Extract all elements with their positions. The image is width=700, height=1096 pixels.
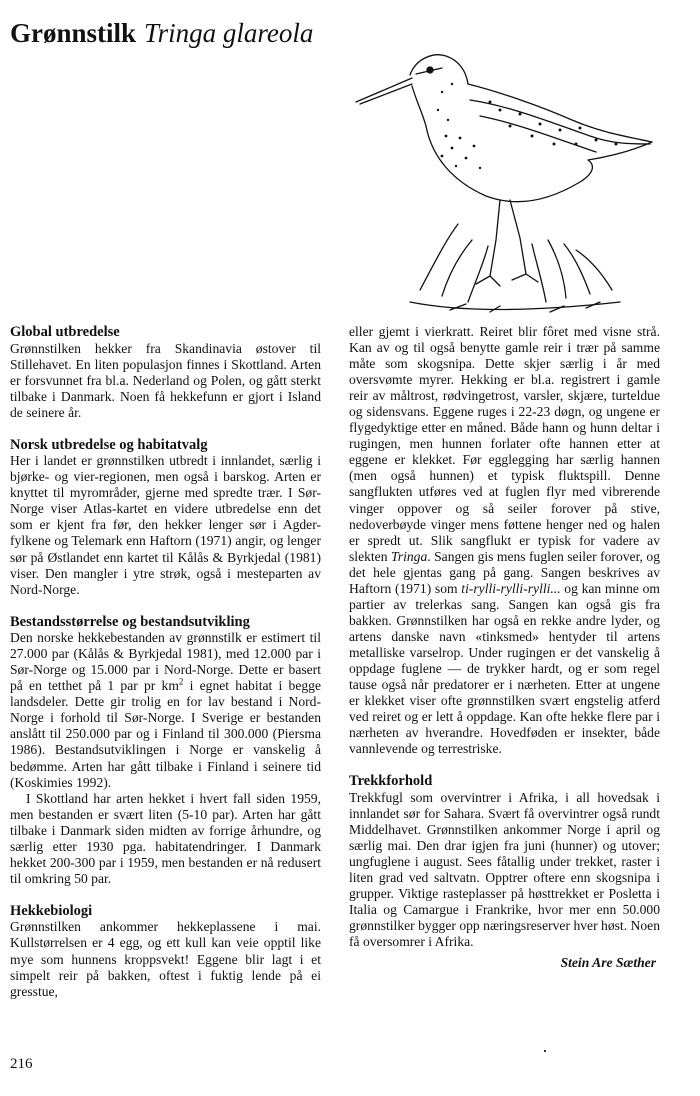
- species-title: [10, 16, 313, 50]
- left-column: [10, 324, 321, 1016]
- section-norsk: [10, 437, 321, 598]
- text-hekke-right-a: eller gjemt i vierkratt. Reiret blir fôret med visne strå. Kan av og til også benytte gamle reir i trær på samme måte som skogsnipa. Dette skjer særlig i år med oversvømte myrer. Hekking er bl.a. registrert i gamle reir av måltrost, rødvingetrost, varsler, skjære, turteldue og sidensvans. Eggene ruges i 22-23 døgn, og ungene er flygedyktige etter en måned. Både hann og hunn deltar i rugingen, men hunnen forlater ofte hannen etter at eggene er klekket. Før egglegging har særlig hannen (men også hunnen) et typisk fluktspill. Denne sangflukten utføres ved at fuglen flyr med vibrerende vinger oppover og så seiler forover på stive, nedoverbøyde vinger mens føttene henger ned og halen er spredt ut. Slik sangflukt er typisk for vadere av slekten: [349, 324, 660, 564]
- superscript: 2: [178, 676, 184, 687]
- text-bestand-1b: i egnet habitat i begge landsdeler. Dette gir trolig en for lav bestand i Nord-Norge i forhold til Sør-Norge. I Sverige er bestanden anslått til 250.000 par og i Finland til 300.000 (Piersma 1986). Bestandsutviklingen i Norge er vanskelig å bedømme. Arten har gått tilbake i Finland i seinere tid (Koskimies 1992).: [10, 678, 321, 790]
- heading-global: Global utbredelse: [10, 324, 120, 340]
- section-global: [10, 324, 321, 421]
- song-description: ti-rylli-rylli-rylli...: [461, 580, 561, 596]
- text-norsk: Her i landet er grønnstilken utbredt i innlandet, særlig i bjørke- og vier-regionen, men også i barskog. Arten er knyttet til myrområder, gjerne med spredte trær. I Sør-Norge viser Atlas-kartet en videre utbredelse enn det som er kjent fra før, den hekker lenger sør i Agder-fylkene og Telemark enn Haftorn (1971) angir, og lenger sør på Østlandet enn kartet til Kålås & Byrkjedal (1981) viser. Den mangler i ytre strøk, også i mesteparten av Nord-Norge.: [10, 453, 321, 597]
- text-global: Grønnstilken hekker fra Skandinavia østover til Stillehavet. En liten populasjon finnes i Skottland. Arten er forsvunnet fra bl.a. Nederland og Polen, og gått sterkt tilbake i Danmark. Noen få hekkefunn er gjort i Island de seinere år.: [10, 340, 321, 420]
- latin-name: Tringa glareola: [144, 18, 314, 48]
- right-column: [349, 324, 660, 966]
- genus-name: Tringa: [390, 548, 428, 564]
- section-trekk: [349, 773, 660, 950]
- text-bestand-1: [10, 630, 321, 790]
- section-bestand: [10, 614, 321, 887]
- text-hekke-left: Grønnstilken ankommer hekkeplassene i mai. Kullstørrelsen er 4 egg, og ett kull kan veie opptil like mye som hunnens kroppsvekt! Eggene blir lagt i et simpelt reir på bakken, oftest i fuktig lende på ei gresstue,: [10, 919, 321, 999]
- text-trekk: Trekkfugl som overvintrer i Afrika, i all hovedsak i innlandet sør for Sahara. Svært få overvintrer også rundt Middelhavet. Grønnstilken ankommer Norge i april og særlig mai. Den drar igjen fra juni (hunner) og utover; ungfuglene i august. Sees fåtallig under trekket, raster i liten grad ved saltvatn. Opptrer oftere enn skogsnipa i grupper. Viktige rasteplasser på høsttrekket er Posletta i Italia og Camargue i Frankrike, hvor mer enn 50.000 grønnstilker bygger opp næringsreserver hver høst. Noen få oversomrer i Afrika.: [349, 789, 660, 950]
- text-hekke-right-c: og kan minne om partier av trelerkas sang. Sangen kan også gis fra bakken. Grønnstilken har også en rekke andre lyder, og artens danske navn «tinksmed» hentyder til artens metalliske varselrop. Under rugingen er det vanskelig å oppdage fuglene — de trykker hardt, og er som regel tause også når predatorer er i nærheten. Etter at ungene er klekket viser ofte grønnstilken svært engstelig atferd ved reiret og er lett å oppdage. Kan ofte hekke flere par i nærheten av hverandre. Hovedføden er insekter, både vannlevende og terrestriske.: [349, 580, 660, 757]
- text-bestand-2: I Skottland har arten hekket i hvert fall siden 1959, men bestanden er svært liten (5-10 par). Arten har gått tilbake i Danmark siden midten av forrige århundre, og særlig etter 1930 pga. habitatendringer. I Danmark hekket 200-300 par i 1959, men bestanden er nå redusert til omkring 50 par.: [10, 790, 321, 886]
- common-name: Grønnstilk: [10, 18, 137, 48]
- bird-illustration: [350, 40, 660, 320]
- heading-bestand: Bestandsstørrelse og bestandsutvikling: [10, 613, 250, 630]
- text-hekke-right-b: . Sangen gis mens fuglen seiler forover, og det hele gjentas gang på gang. Sangen beskrives av Haftorn (1971) som: [349, 548, 661, 596]
- heading-norsk: Norsk utbredelse og habitatvalg: [10, 436, 208, 453]
- author-credit: Stein Are Sæther: [560, 955, 656, 970]
- section-hekke-cont: [349, 324, 660, 757]
- text-bestand-1a: Den norske hekkebestanden av grønnstilk er estimert til 27.000 par (Kålås & Byrkjedal 1981), med 12.000 par i Sør-Norge og 15.000 par i Nord-Norge. Dette er basert på en tetthet på 1 par pr km: [10, 630, 321, 694]
- text-hekke-right: [349, 324, 660, 757]
- page-number: 216: [10, 1056, 33, 1072]
- print-speck: [544, 1050, 546, 1052]
- heading-trekk: Trekkforhold: [349, 773, 433, 790]
- section-hekke: [10, 903, 321, 1000]
- heading-hekke: Hekkebiologi: [10, 902, 93, 919]
